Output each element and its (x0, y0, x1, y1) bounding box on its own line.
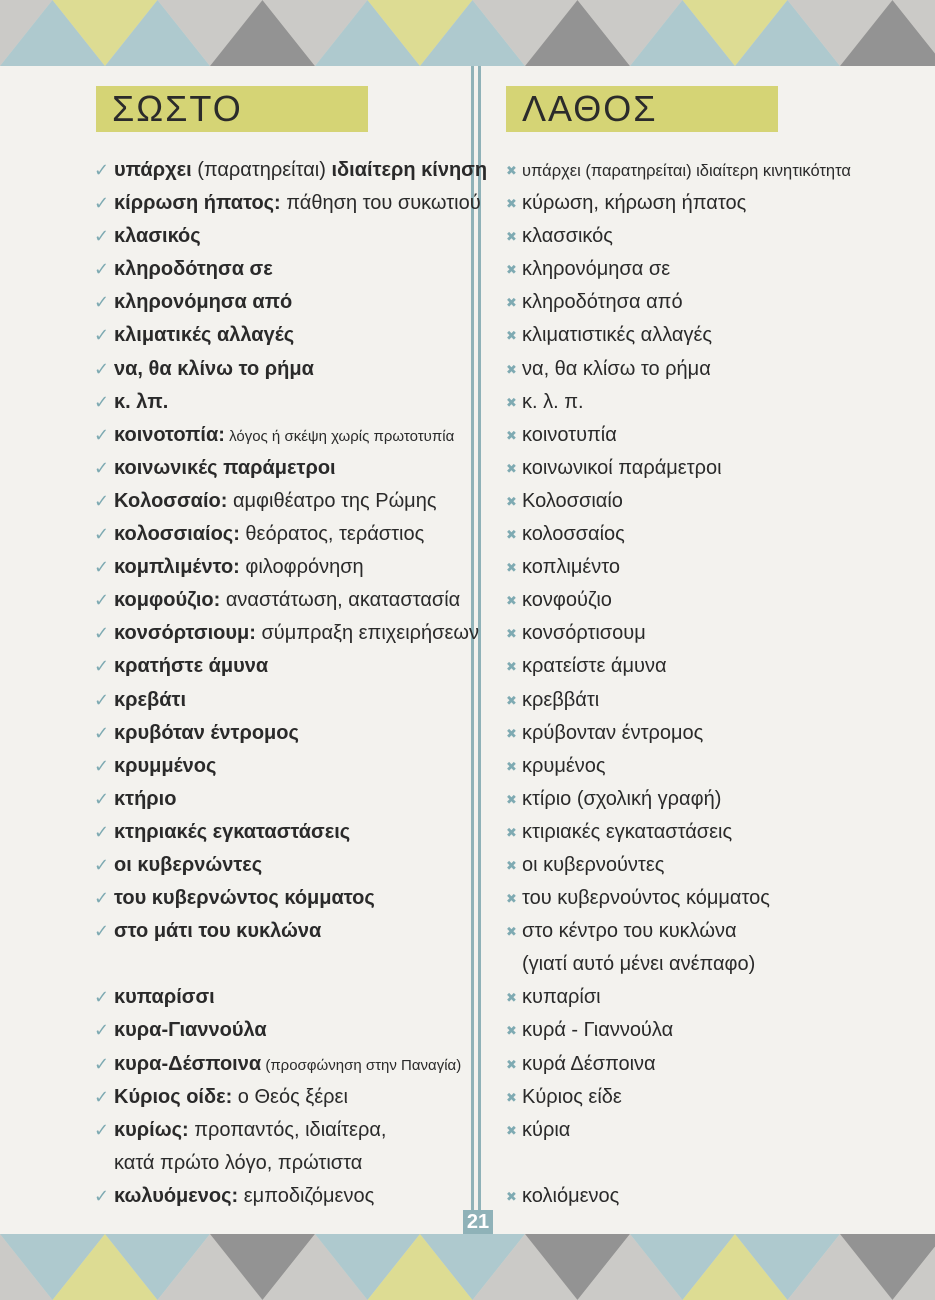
entry-text: κυπαρίσι (522, 986, 601, 1009)
check-icon: ✓ (94, 424, 110, 445)
correct-entry (94, 915, 476, 948)
cross-icon: ✖ (506, 527, 517, 543)
cross-icon: ✖ (506, 163, 517, 178)
check-icon: ✓ (94, 987, 110, 1008)
wrong-entry (506, 783, 926, 816)
entry-definition: πάθηση του συκωτιού (280, 192, 481, 215)
entry-text: κονφούζιο (522, 589, 612, 612)
entry-term: κυρίως: (114, 1118, 189, 1141)
entry-term: κολοσσιαίος: (114, 523, 240, 546)
correct-list (94, 154, 488, 1213)
entry-term: κρατήστε άμυνα (114, 655, 269, 678)
correct-entry (94, 286, 476, 319)
correct-entry (94, 617, 480, 650)
wrong-entry (506, 187, 926, 220)
cross-icon: ✖ (506, 891, 517, 907)
wrong-entry (506, 1081, 926, 1114)
check-icon: ✓ (94, 1185, 110, 1206)
entry-definition: αναστάτωση, ακαταστασία (220, 589, 461, 612)
check-icon: ✓ (94, 325, 110, 346)
check-icon: ✓ (94, 557, 110, 578)
check-icon: ✓ (94, 391, 110, 412)
top-triangle-banner (0, 0, 935, 66)
entry-term: να, θα κλίνω το ρήμα (114, 357, 314, 380)
correct-entry (94, 386, 476, 419)
wrong-entry (506, 286, 926, 319)
entry-definition: ο Θεός ξέρει (232, 1085, 348, 1108)
wrong-entry (506, 353, 926, 386)
cross-icon: ✖ (506, 593, 517, 609)
wrong-entry (506, 584, 926, 617)
wrong-entry (506, 849, 926, 882)
entry-text: κληροδότησα από (522, 291, 683, 314)
entry-text: να, θα κλίσω το ρήμα (522, 357, 711, 380)
wrong-entry (506, 750, 926, 783)
check-icon: ✓ (94, 490, 110, 511)
correct-entry (94, 981, 476, 1014)
correct-entry (94, 750, 476, 783)
cross-icon: ✖ (506, 692, 517, 708)
cross-icon: ✖ (506, 229, 517, 245)
entry-definition: (παρατηρείται) (197, 159, 332, 181)
correct-entry (94, 1147, 476, 1180)
wrong-entry (506, 452, 926, 485)
correct-entry (94, 849, 476, 882)
entry-text: κτίριο (σχολική γραφή) (522, 787, 722, 810)
entry-text: κυρά Δέσποινα (522, 1052, 656, 1075)
cross-icon: ✖ (506, 824, 517, 840)
entry-term: κρυβόταν έντρομος (114, 721, 299, 744)
correct-column (94, 86, 488, 1213)
entry-definition: φιλοφρόνηση (239, 556, 364, 579)
cross-icon: ✖ (506, 659, 517, 675)
check-icon: ✓ (94, 292, 110, 313)
cross-icon: ✖ (506, 924, 517, 940)
entry-text: κλιματιστικές αλλαγές (522, 324, 713, 347)
entry-term: κυρα-Γιαννούλα (114, 1019, 267, 1042)
cross-icon: ✖ (506, 1188, 517, 1204)
correct-entry (94, 816, 476, 849)
entry-text: κρατείστε άμυνα (522, 655, 667, 678)
entry-term: κληροδότησα σε (114, 258, 273, 281)
cross-icon: ✖ (506, 758, 517, 774)
entry-text: κρεββάτι (522, 688, 600, 711)
check-icon: ✓ (94, 854, 110, 875)
wrong-list (506, 154, 926, 1213)
entry-text: κοινοτυπία (522, 423, 617, 446)
cross-icon: ✖ (506, 1023, 517, 1039)
entry-term: κομπλιμέντο: (114, 556, 240, 579)
cross-icon: ✖ (506, 460, 517, 476)
correct-heading: ΣΩΣΤΟ (96, 86, 368, 132)
entry-definition: προπαντός, ιδιαίτερα, (188, 1118, 387, 1141)
correct-entry (94, 650, 476, 683)
entry-text: κύρωση, κήρωση ήπατος (522, 192, 747, 215)
page-number: 21 (463, 1210, 493, 1234)
check-icon: ✓ (94, 226, 110, 247)
wrong-entry (506, 154, 926, 187)
wrong-entry (506, 816, 926, 849)
correct-entry (94, 353, 476, 386)
wrong-entry (506, 386, 926, 419)
correct-entry (94, 684, 476, 717)
check-icon: ✓ (94, 656, 110, 677)
wrong-entry (506, 551, 926, 584)
cross-icon: ✖ (506, 1056, 517, 1072)
entry-term: κ. λπ. (114, 390, 169, 413)
entry-text: κληρονόμησα σε (522, 258, 671, 281)
entry-text: κτιριακές εγκαταστάσεις (522, 820, 733, 843)
check-icon: ✓ (94, 1086, 110, 1107)
entry-term: κομφούζιο: (114, 589, 221, 612)
wrong-column (506, 86, 926, 1213)
wrong-entry (506, 319, 926, 352)
correct-entry (94, 551, 476, 584)
cross-icon: ✖ (506, 394, 517, 410)
cross-icon: ✖ (506, 791, 517, 807)
check-icon: ✓ (94, 623, 110, 644)
cross-icon: ✖ (506, 295, 517, 311)
cross-icon: ✖ (506, 725, 517, 741)
entry-term: κτηριακές εγκαταστάσεις (114, 820, 351, 843)
entry-term: οι κυβερνώντες (114, 853, 263, 876)
check-icon: ✓ (94, 689, 110, 710)
entry-term: κοινοτοπία: (114, 423, 225, 446)
check-icon: ✓ (94, 160, 110, 180)
entry-term: κίρρωση ήπατος: (114, 192, 281, 215)
check-icon: ✓ (94, 457, 110, 478)
correct-entry (94, 154, 488, 187)
cross-icon: ✖ (506, 262, 517, 278)
entry-term: κρυμμένος (114, 754, 217, 777)
entry-text: (γιατί αυτό μένει ανέπαφο) (522, 953, 756, 976)
correct-entry (94, 419, 476, 452)
correct-entry (94, 452, 476, 485)
correct-entry (94, 253, 476, 286)
entry-term: ιδιαίτερη κίνηση (331, 159, 488, 181)
entry-text: κολοσσαίος (522, 523, 625, 546)
wrong-entry (506, 981, 926, 1014)
wrong-entry (506, 253, 926, 286)
wrong-entry (506, 717, 926, 750)
entry-text: κατά πρώτο λόγο, πρώτιστα (114, 1151, 363, 1174)
entry-text: κρυμένος (522, 754, 606, 777)
entry-term: κοινωνικές παράμετροι (114, 456, 336, 479)
entry-term: κλασικός (114, 225, 201, 248)
entry-text: κ. λ. π. (522, 390, 584, 413)
entry-definition: θεόρατος, τεράστιος (239, 523, 425, 546)
wrong-entry (506, 617, 926, 650)
entry-text: κολιόμενος (522, 1184, 620, 1207)
correct-entry (94, 1014, 476, 1047)
wrong-entry (506, 220, 926, 253)
correct-entry (94, 485, 476, 518)
entry-text: Κολοσσιαίο (522, 489, 623, 512)
wrong-entry (506, 1014, 926, 1047)
check-icon: ✓ (94, 259, 110, 280)
wrong-entry (506, 882, 926, 915)
entry-definition: σύμπραξη επιχειρήσεων (255, 622, 480, 645)
entry-text: κοπλιμέντο (522, 556, 621, 579)
check-icon: ✓ (94, 888, 110, 909)
wrong-entry (506, 1180, 926, 1213)
correct-entry (94, 717, 476, 750)
correct-entry (94, 1048, 476, 1081)
check-icon: ✓ (94, 1119, 110, 1140)
wrong-entry (506, 518, 926, 551)
check-icon: ✓ (94, 755, 110, 776)
wrong-entry (506, 1114, 926, 1147)
wrong-heading: ΛΑΘΟΣ (506, 86, 778, 132)
wrong-entry (506, 650, 926, 683)
wrong-entry (506, 915, 926, 948)
cross-icon: ✖ (506, 857, 517, 873)
entry-term: Κύριος οίδε: (114, 1085, 233, 1108)
check-icon: ✓ (94, 193, 110, 214)
entry-term: στο μάτι του κυκλώνα (114, 920, 322, 943)
entry-definition: εμποδιζόμενος (238, 1184, 375, 1207)
bottom-triangle-banner (0, 1234, 935, 1300)
entry-text: κύρια (522, 1118, 571, 1141)
check-icon: ✓ (94, 722, 110, 743)
check-icon: ✓ (94, 821, 110, 842)
entry-definition: λόγος ή σκέψη χωρίς πρωτοτυπία (224, 427, 455, 445)
entry-text: κλασσικός (522, 225, 613, 248)
entry-text: στο κέντρο του κυκλώνα (522, 920, 737, 943)
cross-icon: ✖ (506, 427, 517, 443)
entry-term: υπάρχει (114, 159, 198, 181)
check-icon: ✓ (94, 358, 110, 379)
wrong-entry (506, 684, 926, 717)
entry-term: κληρονόμησα από (114, 291, 293, 314)
correct-entry (94, 584, 476, 617)
entry-text: οι κυβερνούντες (522, 853, 665, 876)
wrong-entry (506, 1048, 926, 1081)
entry-text: υπάρχει (παρατηρείται) ιδιαίτερη κινητικότητα (522, 162, 851, 180)
wrong-entry (506, 419, 926, 452)
entry-term: του κυβερνώντος κόμματος (114, 887, 375, 910)
entry-term: κλιματικές αλλαγές (114, 324, 295, 347)
wrong-entry (506, 485, 926, 518)
entry-term: κυρα-Δέσποινα (114, 1052, 262, 1075)
check-icon: ✓ (94, 590, 110, 611)
cross-icon: ✖ (506, 196, 517, 212)
entry-text: κρύβονταν έντρομος (522, 721, 704, 744)
cross-icon: ✖ (506, 1122, 517, 1138)
cross-icon: ✖ (506, 361, 517, 377)
entry-definition: (προσφώνηση στην Παναγία) (261, 1056, 462, 1074)
cross-icon: ✖ (506, 328, 517, 344)
entry-term: κονσόρτσιουμ: (114, 622, 256, 645)
cross-icon: ✖ (506, 626, 517, 642)
correct-entry (94, 187, 481, 220)
check-icon: ✓ (94, 788, 110, 809)
correct-entry (94, 783, 476, 816)
entry-term: Κολοσσαίο: (114, 489, 228, 512)
check-icon: ✓ (94, 524, 110, 545)
correct-entry (94, 882, 476, 915)
entry-term: κρεβάτι (114, 688, 187, 711)
entry-term: κυπαρίσσι (114, 986, 215, 1009)
check-icon: ✓ (94, 921, 110, 942)
entry-term: κτήριο (114, 787, 177, 810)
correct-entry (94, 1081, 476, 1114)
check-icon: ✓ (94, 1020, 110, 1041)
entry-text: κοινωνικοί παράμετροι (522, 456, 722, 479)
banner-pattern (0, 1234, 935, 1300)
cross-icon: ✖ (506, 990, 517, 1006)
cross-icon: ✖ (506, 560, 517, 576)
entry-text: κονσόρτισουμ (522, 622, 646, 645)
cross-icon: ✖ (506, 1089, 517, 1105)
entry-text: Κύριος είδε (522, 1085, 622, 1108)
correct-entry (94, 518, 476, 551)
correct-entry (94, 220, 476, 253)
entry-definition: αμφιθέατρο της Ρώμης (227, 489, 437, 512)
check-icon: ✓ (94, 1053, 110, 1074)
wrong-entry (506, 948, 926, 981)
entry-text: κυρά - Γιαννούλα (522, 1019, 674, 1042)
cross-icon: ✖ (506, 493, 517, 509)
correct-entry (94, 319, 476, 352)
entry-term: κωλυόμενος: (114, 1184, 239, 1207)
entry-text: του κυβερνούντος κόμματος (522, 887, 770, 910)
banner-pattern (0, 0, 935, 66)
correct-entry (94, 1114, 476, 1147)
correct-entry (94, 1180, 476, 1213)
